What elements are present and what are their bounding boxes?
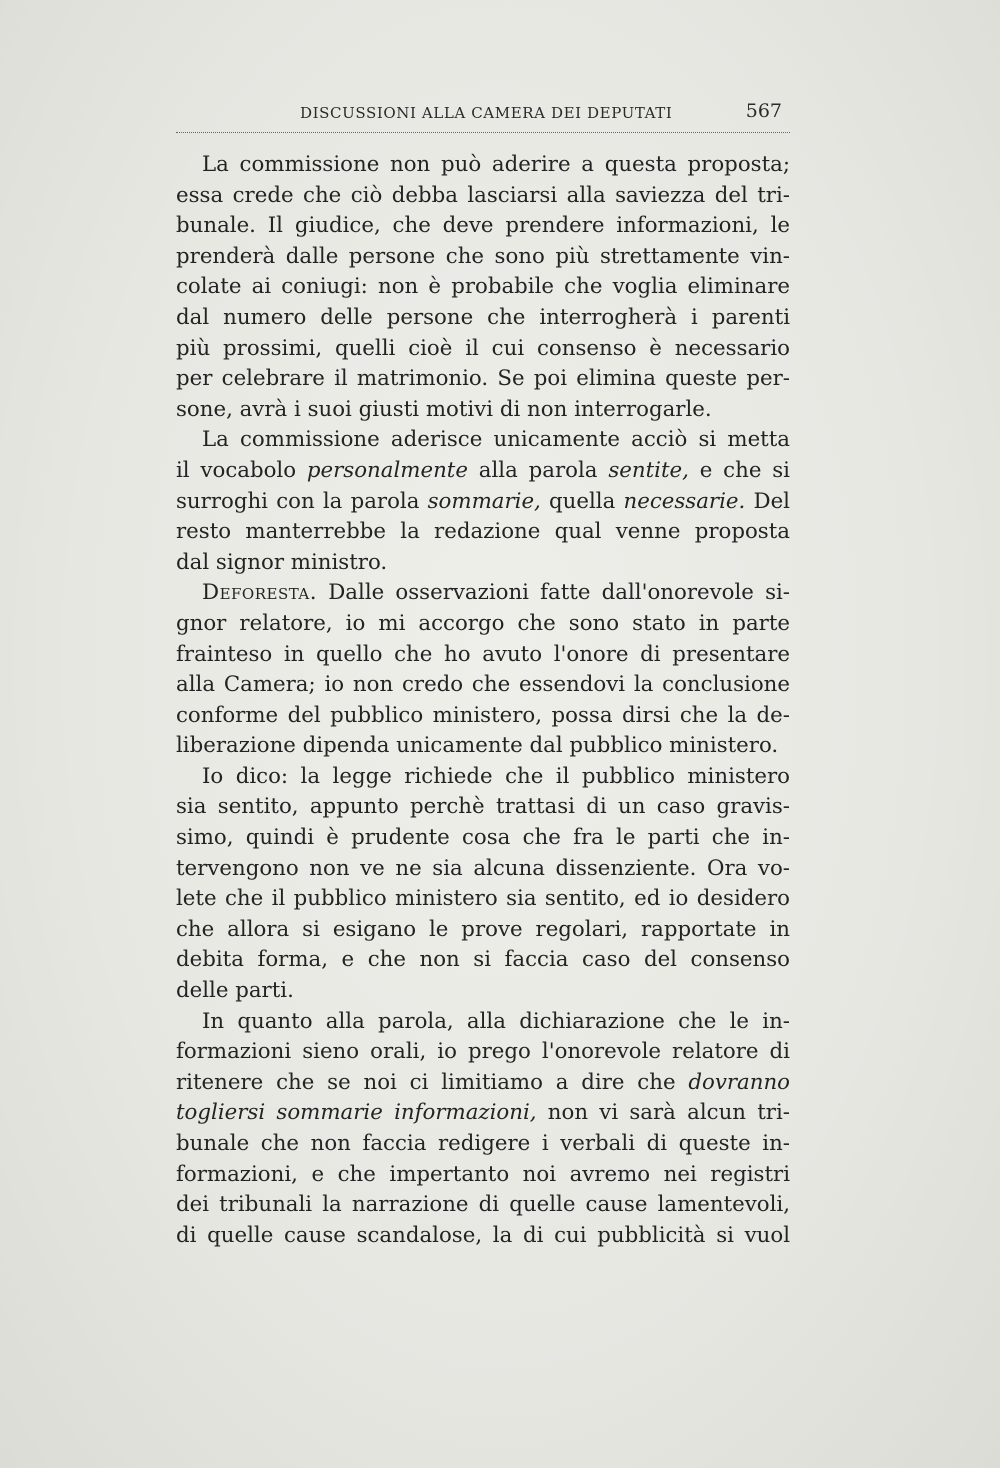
text-line: essa crede che ciò debba lasciarsi alla saviezza del tri-	[176, 182, 790, 208]
text-line: La commissione aderisce unicamente acciò si metta	[202, 427, 790, 453]
text-line: lete che il pubblico ministero sia sentito, ed io desidero	[176, 886, 790, 912]
text-line: frainteso in quello che ho avuto l'onore di presentare	[176, 641, 790, 667]
page-header	[176, 100, 790, 133]
text-line: conforme del pubblico ministero, possa dirsi che la de-	[176, 702, 790, 728]
text-line: dal signor ministro.	[176, 549, 388, 575]
text-line: gnor relatore, io mi accorgo che sono stato in parte	[176, 610, 790, 636]
speaker-name: Deforesta.	[202, 580, 318, 606]
text-run: surroghi con la parola	[176, 488, 428, 514]
text-line: La commissione non può aderire a questa proposta;	[202, 152, 790, 177]
text-line: dal numero delle persone che interrogherà i parenti	[176, 304, 790, 330]
text-line	[176, 487, 790, 518]
text-line: colate ai coniugi: non è probabile che voglia eliminare	[176, 274, 790, 300]
text-line: che allora si esigano le prove regolari, rapportate in	[176, 916, 790, 942]
text-line: bunale che non faccia redigere i verbali di queste in-	[176, 1131, 790, 1156]
text-line: più prossimi, quelli cioè il cui consenso è necessario	[176, 335, 790, 361]
running-head: DISCUSSIONI ALLA CAMERA DEI DEPUTATI	[300, 104, 673, 122]
text-line: alla Camera; io non credo che essendovi la conclusione	[176, 672, 790, 698]
text-line: Io dico: la legge richiede che il pubblico ministero	[202, 763, 790, 789]
text-line	[176, 1098, 790, 1129]
text-line: formazioni, e che impertanto noi avremo nei registri	[176, 1161, 790, 1187]
text-line: delle parti.	[176, 978, 294, 1004]
text-run: alla parola	[467, 457, 609, 483]
text-line: di quelle cause scandalose, la di cui pubblicità si vuol	[176, 1222, 790, 1248]
text-line: debita forma, e che non si faccia caso del consenso	[176, 947, 790, 973]
text-run: non vi sarà alcun tri-	[536, 1100, 790, 1126]
text-line: resto manterrebbe la redazione qual venne proposta	[176, 519, 790, 545]
text-line: sone, avrà i suoi giusti motivi di non interrogarle.	[176, 396, 712, 422]
body-text	[176, 150, 790, 1251]
page-number: 567	[745, 100, 782, 122]
italic-word: personalmente	[306, 457, 468, 483]
italic-word: sentite,	[608, 457, 689, 483]
text-line: bunale. Il giudice, che deve prendere informazioni, le	[176, 213, 790, 239]
text-run: e che si	[688, 457, 790, 483]
text-line: simo, quindi è prudente cosa che fra le parti che in-	[176, 825, 790, 851]
text-run: quella	[540, 488, 624, 514]
text-line	[176, 456, 790, 487]
text-line	[176, 578, 790, 609]
text-run: ritenere che se noi ci limitiamo a dire che	[176, 1069, 689, 1095]
italic-word: necessarie.	[623, 488, 746, 514]
text-run: Del	[745, 488, 790, 514]
text-run: il vocabolo	[176, 457, 307, 483]
text-line: dei tribunali la narrazione di quelle cause lamentevoli,	[176, 1192, 790, 1218]
text-line: prenderà dalle persone che sono più strettamente vin-	[176, 243, 790, 269]
text-line: liberazione dipenda unicamente dal pubblico ministero.	[176, 733, 779, 759]
italic-word: dovranno	[688, 1069, 790, 1095]
text-run: Dalle osservazioni fatte dall'onorevole si-	[317, 580, 790, 606]
text-line	[176, 1068, 790, 1099]
text-line: sia sentito, appunto perchè trattasi di un caso gravis-	[176, 794, 790, 820]
text-line: In quanto alla parola, alla dichiarazione che le in-	[202, 1008, 790, 1034]
italic-phrase: togliersi sommarie informazioni,	[176, 1100, 537, 1126]
text-line: per celebrare il matrimonio. Se poi elimina queste per-	[176, 366, 790, 392]
italic-word: sommarie,	[427, 488, 541, 514]
text-line: formazioni sieno orali, io prego l'onorevole relatore di	[176, 1039, 790, 1065]
text-line: tervengono non ve ne sia alcuna dissenziente. Ora vo-	[176, 855, 790, 881]
